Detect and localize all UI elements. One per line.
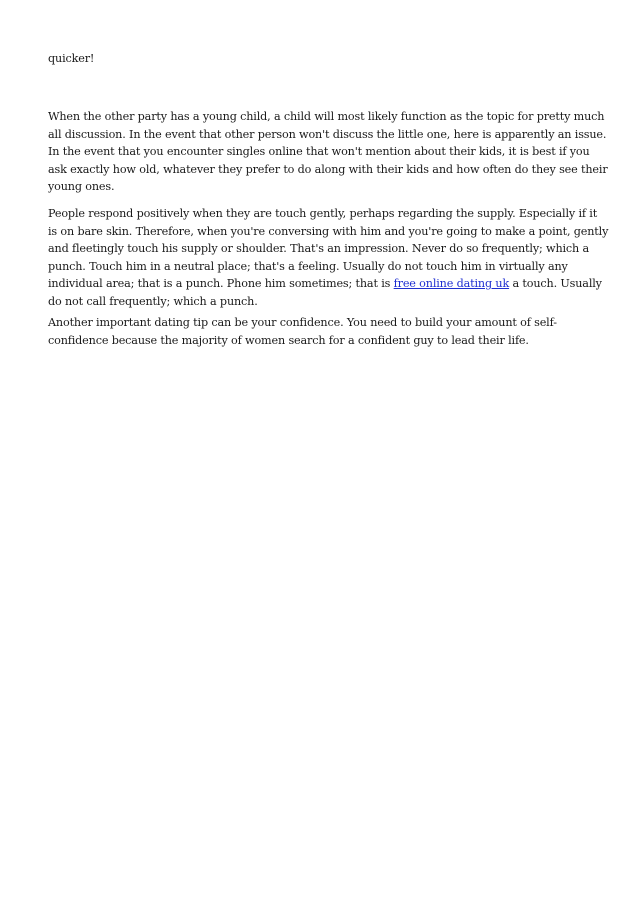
text-line: young ones.	[48, 180, 115, 193]
text-segment: a touch. Usually	[509, 277, 602, 290]
paragraph-touch	[48, 205, 609, 310]
paragraph-quicker	[48, 50, 596, 68]
text-line: When the other party has a young child, a child will most likely function as the topic for pretty much	[48, 110, 605, 123]
text-segment: individual area; that is a punch. Phone him sometimes; that is	[48, 277, 394, 290]
text-line: is on bare skin. Therefore, when you're conversing with him and you're going to make a point, gently	[48, 224, 609, 238]
text-line: In the event that you encounter singles online that won't mention about their kids, it is best if you	[48, 145, 590, 158]
text-line: all discussion. In the event that other person won't discuss the little one, here is apparently an issue.	[48, 127, 607, 141]
text-line: and fleetingly touch his supply or shoulder. That's an impression. Never do so frequently; which a	[48, 242, 590, 255]
text-line: People respond positively when they are touch gently, perhaps regarding the supply. Especially if it	[48, 207, 598, 220]
text-line: ask exactly how old, whatever they prefer to do along with their kids and how often do they see their	[48, 162, 608, 176]
text-line: confidence because the majority of women search for a confident guy to lead their life.	[48, 333, 529, 347]
text-line: punch. Touch him in a neutral place; that's a feeling. Usually do not touch him in virtually any	[48, 259, 568, 273]
paragraph-confidence	[48, 314, 596, 349]
paragraph-young-child	[48, 108, 608, 196]
text-line: do not call frequently; which a punch.	[48, 294, 258, 308]
text-line-with-link	[48, 275, 602, 293]
text-line: quicker!	[48, 52, 95, 65]
text-line: Another important dating tip can be your confidence. You need to build your amount of self-	[48, 316, 557, 329]
free-online-dating-link[interactable]: free online dating uk	[393, 277, 510, 290]
